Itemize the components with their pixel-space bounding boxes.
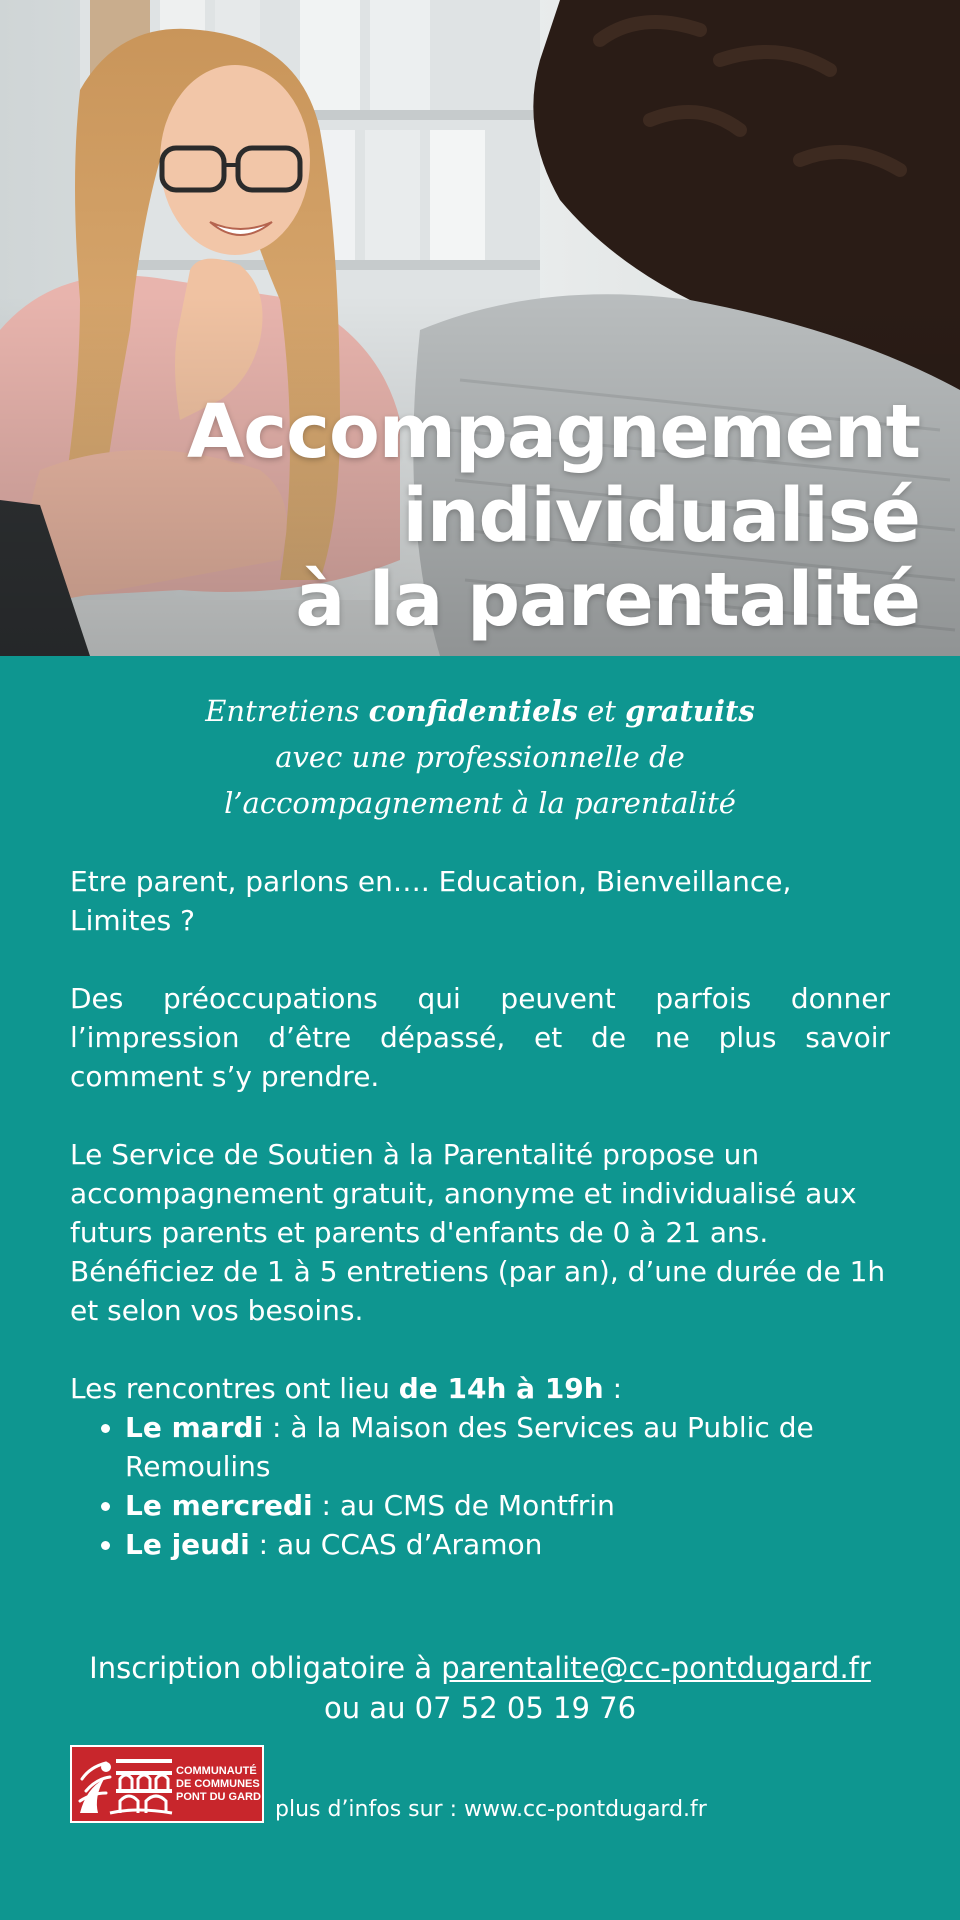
logo-text-line: DE COMMUNES — [176, 1777, 260, 1790]
meetings-intro-text: Les rencontres ont lieu — [70, 1372, 399, 1405]
logo-text — [176, 1765, 261, 1804]
registration-line — [0, 1648, 960, 1688]
subtitle-emphasis: gratuits — [625, 694, 755, 728]
subtitle-line-3: l’accompagnement à la parentalité — [224, 786, 736, 820]
subtitle-line-2: avec une professionnelle de — [275, 740, 685, 774]
schedule-place: : au CMS de Montfrin — [312, 1489, 615, 1522]
title-line: Accompagnement — [186, 389, 920, 475]
service-paragraph: Le Service de Soutien à la Parentalité propose un accompagnement gratuit, anonyme et individualisé aux futurs parents et parents d'enfants de 0 à 21 ans. Bénéficiez de 1 à 5 entretiens (par an), d’une durée de 1h et selon vos besoins. — [70, 1138, 886, 1327]
schedule-day: Le mardi — [125, 1411, 264, 1444]
logo-text-line: PONT DU GARD — [176, 1790, 261, 1803]
subtitle-line-1 — [0, 688, 960, 734]
subtitle-text: et — [577, 694, 626, 728]
subtitle-emphasis: confidentiels — [368, 694, 578, 728]
schedule-day: Le jeudi — [125, 1528, 250, 1561]
concerns-paragraph: Des préoccupations qui peuvent parfois donner l’impression d’être dépassé, et de ne plus savoir comment s’y prendre. — [70, 982, 890, 1093]
email-link[interactable]: parentalite@cc-pontdugard.fr — [441, 1651, 871, 1685]
schedule-place: : à la Maison des Services au Public de Remoulins — [125, 1411, 814, 1483]
meetings-colon: : — [603, 1372, 623, 1405]
phone-line: ou au 07 52 05 19 76 — [323, 1691, 637, 1725]
schedule-item — [125, 1408, 890, 1486]
schedule-list — [70, 1408, 890, 1564]
registration-prefix: Inscription obligatoire à — [89, 1651, 442, 1685]
schedule-item — [125, 1525, 890, 1564]
schedule-item — [125, 1486, 890, 1525]
subtitle-text: Entretiens — [205, 694, 369, 728]
hero-photo — [0, 0, 960, 656]
page-title — [187, 390, 920, 642]
pont-du-gard-icon — [76, 1749, 174, 1819]
schedule-place: : au CCAS d’Aramon — [249, 1528, 543, 1561]
schedule-day: Le mercredi — [125, 1489, 313, 1522]
logo-text-line: COMMUNAUTÉ — [176, 1764, 257, 1777]
title-line: à la parentalité — [295, 557, 920, 643]
title-line: individualisé — [402, 473, 920, 559]
intro-paragraph: Etre parent, parlons en…. Education, Bienveillance, Limites ? — [70, 865, 792, 937]
meetings-hours: de 14h à 19h — [398, 1372, 604, 1405]
main-content — [70, 862, 890, 1564]
subtitle — [0, 688, 960, 826]
more-info-link[interactable]: plus d’infos sur : www.cc-pontdugard.fr — [275, 1797, 707, 1822]
contact-info — [0, 1648, 960, 1728]
community-logo — [70, 1745, 264, 1823]
meetings-intro — [70, 1369, 890, 1408]
